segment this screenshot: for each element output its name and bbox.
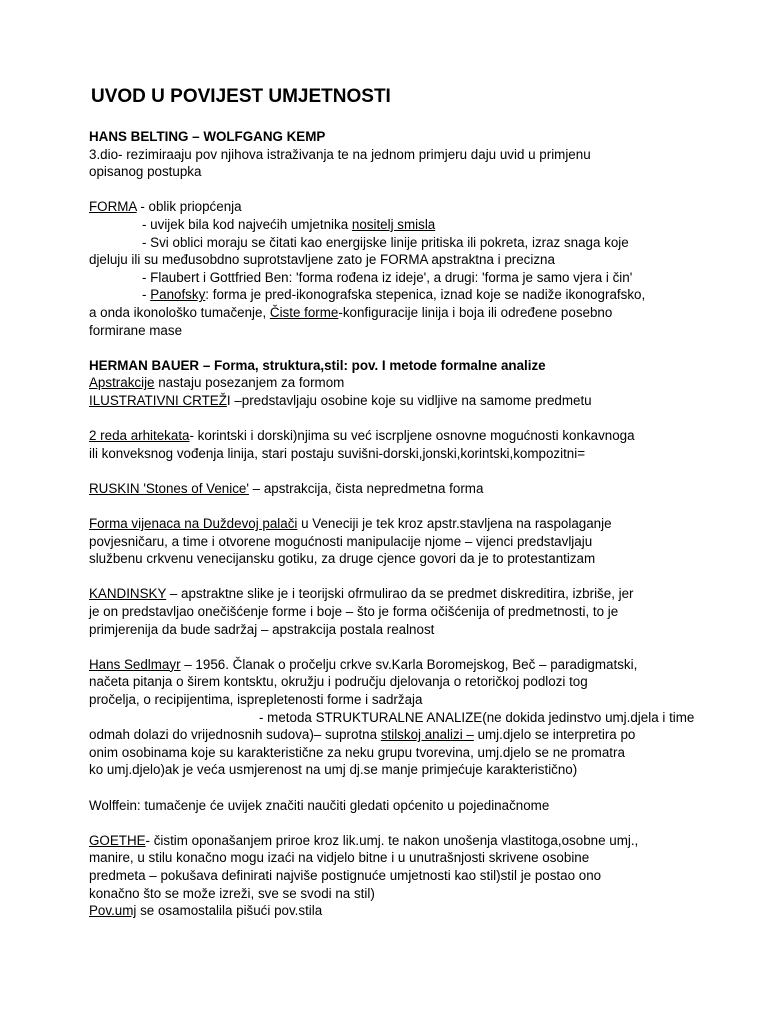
text-line bbox=[89, 304, 689, 322]
term-ciste-forme: Čiste forme bbox=[269, 304, 339, 320]
term-stilskoj-analizi: stilskoj analizi – bbox=[380, 727, 474, 743]
text-line: - Flaubert i Gottfried Ben: 'forma rođena iz ideje', a drugi: 'forma je samo vjera i čin' bbox=[142, 269, 633, 285]
text-line bbox=[89, 515, 689, 533]
term-2-reda-arhitekata: 2 reda arhitekata bbox=[89, 428, 190, 444]
text-line: - Svi oblici moraju se čitati kao energijske linije pritiska ili pokreta, izraz snaga koje bbox=[142, 234, 629, 250]
text-line: predmeta – pokušava definirati najviše postignuće umjetnosti kao stil)stil je postao ono bbox=[89, 867, 602, 883]
text-fragment: -konfiguracije linija i boja ili određene posebno bbox=[338, 304, 613, 320]
term-kandinsky: KANDINSKY bbox=[89, 586, 167, 602]
text-fragment: I –predstavljaju osobine koje su vidljive na samome predmetu bbox=[226, 392, 592, 408]
text-line: onim osobinama koje su karakteristične za neku grupu tvorevina, umj.djelo se ne promatra bbox=[89, 744, 625, 760]
text-line bbox=[89, 585, 689, 603]
text-line: formirane mase bbox=[89, 322, 183, 338]
text-fragment: nastaju posezanjem za formom bbox=[154, 375, 345, 391]
text-line: 3.dio- rezimiraaju pov njihova istraživanja te na jednom primjeru daju uvid u primjenu bbox=[89, 146, 591, 162]
text-fragment: u Veneciji je tek kroz apstr.stavljena na raspolaganje bbox=[297, 516, 612, 532]
text-line: povjesničaru, a time i otvorene mogućnosti manipulacije njome – vijenci predstavljaju bbox=[89, 533, 593, 549]
text-line bbox=[89, 216, 689, 234]
text-line: načeta pitanja o širem kontsktu, okružju i području djelovanja o retoričkoj podlozi tog bbox=[89, 674, 588, 690]
term-hans-sedlmayr: Hans Sedlmayr bbox=[89, 656, 181, 672]
sedlmayr-section bbox=[89, 656, 695, 779]
text-line bbox=[89, 656, 689, 674]
text-fragment: : forma je pred-ikonografska stepenica, iznad koje se nadiže ikonografsko, bbox=[205, 287, 646, 303]
text-fragment: a onda ikonološko tumačenje, bbox=[89, 304, 270, 320]
text-line bbox=[89, 198, 689, 216]
text-fragment: odmah dolazi do vrijednosnih sudova)– suprotna bbox=[89, 727, 381, 743]
text-fragment: - čistim oponašanjem priroe kroz lik.umj. te nakon unošenja vlastitoga,osobne umj., bbox=[145, 832, 639, 848]
forma-section bbox=[89, 198, 689, 339]
text-line: pročelja, o recipijentima, isprepletenosti forme i sadržaja bbox=[89, 692, 423, 707]
text-line bbox=[89, 427, 689, 445]
page-title: UVOD U POVIJEST UMJETNOSTI bbox=[91, 86, 391, 107]
goethe-section bbox=[89, 832, 689, 920]
text-fragment: – apstraktne slike je i teorijski ofrmulirao da se predmet diskreditira, izbriše, jer bbox=[166, 586, 634, 602]
text-line: djeluju ili su međusobdno suprotstavljene zato je FORMA apstraktna i precizna bbox=[89, 252, 555, 268]
text-line: ili konveksnog vođenja linija, stari postaju suvišni-dorski,jonski,korintski,kompozitni= bbox=[89, 445, 586, 461]
belting-section bbox=[89, 128, 689, 181]
text-line: ko umj.djelo)ak je veća usmjerenost na umj dj.se manje primjećuje karakteristično) bbox=[89, 762, 578, 778]
term-panofsky: Panofsky bbox=[150, 287, 206, 303]
ruskin-section bbox=[89, 480, 689, 498]
term-pov-umj: Pov.umj bbox=[89, 903, 137, 919]
arhitekti-section bbox=[89, 427, 689, 462]
term-forma: FORMA bbox=[89, 199, 137, 215]
text-line bbox=[89, 374, 689, 392]
text-fragment: - bbox=[142, 287, 151, 303]
text-line bbox=[89, 392, 689, 410]
text-line: manire, u stilu konačno mogu izaći na vidjelo bitne i u unutrašnjosti skrivene osobine bbox=[89, 850, 590, 866]
term-apstrakcije: Apstrakcije bbox=[89, 375, 155, 391]
text-line bbox=[89, 480, 689, 498]
document-body bbox=[89, 128, 695, 937]
text-fragment: - uvijek bila kod najvećih umjetnika bbox=[142, 216, 352, 232]
kandinsky-section bbox=[89, 585, 689, 638]
text-line: službenu crkvenu venecijansku gotiku, za druge cjence govori da je to protestantizam bbox=[89, 551, 596, 567]
text-line: primjerenija da bude sadržaj – apstrakcija postala realnost bbox=[89, 621, 435, 637]
section-heading: HERMAN BAUER – Forma, struktura,stil: pov. I metode formalne analize bbox=[89, 357, 546, 373]
vijenci-section bbox=[89, 515, 689, 568]
text-line bbox=[89, 902, 689, 920]
bauer-section bbox=[89, 357, 689, 410]
text-line: Wolffein: tumačenje će uvijek značiti naučiti gledati općenito u pojedinačnome bbox=[89, 797, 550, 813]
text-fragment: – apstrakcija, čista nepredmetna forma bbox=[248, 480, 484, 496]
section-heading: HANS BELTING – WOLFGANG KEMP bbox=[89, 129, 326, 144]
text-line bbox=[89, 832, 689, 850]
text-fragment: se osamostalila pišući pov.stila bbox=[136, 903, 323, 919]
term-nositelj-smisla: nositelj smisla bbox=[351, 216, 436, 232]
text-line bbox=[89, 286, 689, 304]
text-fragment: - oblik priopćenja bbox=[136, 199, 242, 215]
term-forma-vijenaca: Forma vijenaca na Duždevoj palači bbox=[89, 516, 298, 532]
term-goethe: GOETHE bbox=[89, 832, 146, 848]
text-fragment: umj.djelo se interpretira po bbox=[473, 727, 636, 743]
wolffein-section bbox=[89, 797, 689, 815]
text-line: opisanog postupka bbox=[89, 164, 202, 180]
text-line: je on predstavljao onečišćenje forme i boje – što je forma očišćenija of predmetnosti, to je bbox=[89, 604, 619, 620]
text-line: konačno što se može izreži, sve se svodi na stil) bbox=[89, 885, 375, 901]
text-line: - metoda STRUKTURALNE ANALIZE(ne dokida jedinstvo umj.djela i time bbox=[259, 709, 695, 725]
term-ilustrativni-crtezi: ILUSTRATIVNI CRTEŽ bbox=[89, 392, 227, 408]
text-fragment: – 1956. Članak o pročelju crkve sv.Karla Boromejskog, Beč – paradigmatski, bbox=[180, 656, 638, 672]
text-line bbox=[89, 726, 689, 744]
text-fragment: - korintski i dorski)njima su već iscrpljene osnovne mogućnosti konkavnoga bbox=[189, 428, 635, 444]
term-ruskin: RUSKIN 'Stones of Venice' bbox=[89, 480, 249, 496]
